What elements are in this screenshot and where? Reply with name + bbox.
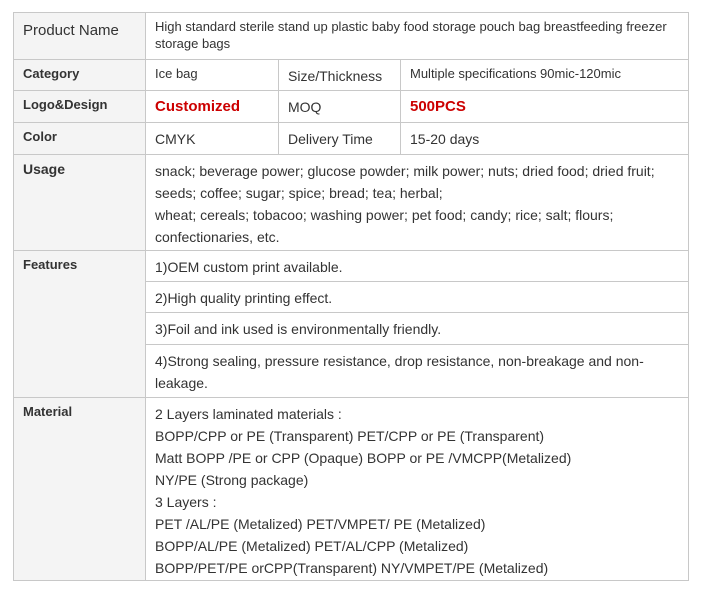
feature-item: 1)OEM custom print available. <box>146 251 689 282</box>
color-value: CMYK <box>146 123 279 155</box>
usage-label: Usage <box>14 155 146 251</box>
row-logo <box>14 91 689 123</box>
material-line: Matt BOPP /PE or CPP (Opaque) BOPP or PE /VMCPP(Metalized) <box>155 450 572 466</box>
category-label: Category <box>14 60 146 91</box>
material-line: BOPP/AL/PE (Metalized) PET/AL/CPP (Metalized) <box>155 538 469 554</box>
product-name-value: High standard sterile stand up plastic baby food storage pouch bag breastfeeding freezer storage bags <box>146 13 689 60</box>
material-line: 3 Layers : <box>155 494 217 510</box>
material-line: PET /AL/PE (Metalized) PET/VMPET/ PE (Metalized) <box>155 516 486 532</box>
usage-line: confectionaries, etc. <box>155 229 280 245</box>
moq-label: MOQ <box>279 91 401 123</box>
features-label: Features <box>14 251 146 398</box>
moq-value: 500PCS <box>401 91 689 123</box>
product-spec-table <box>13 12 689 581</box>
material-line: BOPP/CPP or PE (Transparent) PET/CPP or PE (Transparent) <box>155 428 545 444</box>
feature-item: 4)Strong sealing, pressure resistance, drop resistance, non-breakage and non-leakage. <box>146 345 689 398</box>
row-product-name <box>14 13 689 60</box>
material-value <box>146 398 689 581</box>
logo-value: Customized <box>146 91 279 123</box>
size-label: Size/Thickness <box>279 60 401 91</box>
material-line: 2 Layers laminated materials : <box>155 406 342 422</box>
row-usage <box>14 155 689 251</box>
color-label: Color <box>14 123 146 155</box>
feature-item: 3)Foil and ink used is environmentally friendly. <box>146 313 689 345</box>
material-line: NY/PE (Strong package) <box>155 472 309 488</box>
usage-line: snack; beverage power; glucose powder; milk power; nuts; dried food; dried fruit; <box>155 163 655 179</box>
row-material <box>14 398 689 581</box>
row-feature <box>14 251 689 282</box>
usage-line: seeds; coffee; sugar; spice; bread; tea; herbal; <box>155 185 443 201</box>
size-value: Multiple specifications 90mic-120mic <box>401 60 689 91</box>
material-line: BOPP/PET/PE orCPP(Transparent) NY/VMPET/PE (Metalized) <box>155 560 549 576</box>
row-color <box>14 123 689 155</box>
usage-value <box>146 155 689 251</box>
product-name-label: Product Name <box>14 13 146 60</box>
delivery-value: 15-20 days <box>401 123 689 155</box>
material-label: Material <box>14 398 146 581</box>
logo-label: Logo&Design <box>14 91 146 123</box>
delivery-label: Delivery Time <box>279 123 401 155</box>
usage-line: wheat; cereals; tobacoo; washing power; pet food; candy; rice; salt; flours; <box>155 207 614 223</box>
feature-item: 2)High quality printing effect. <box>146 282 689 313</box>
row-category <box>14 60 689 91</box>
category-value: Ice bag <box>146 60 279 91</box>
